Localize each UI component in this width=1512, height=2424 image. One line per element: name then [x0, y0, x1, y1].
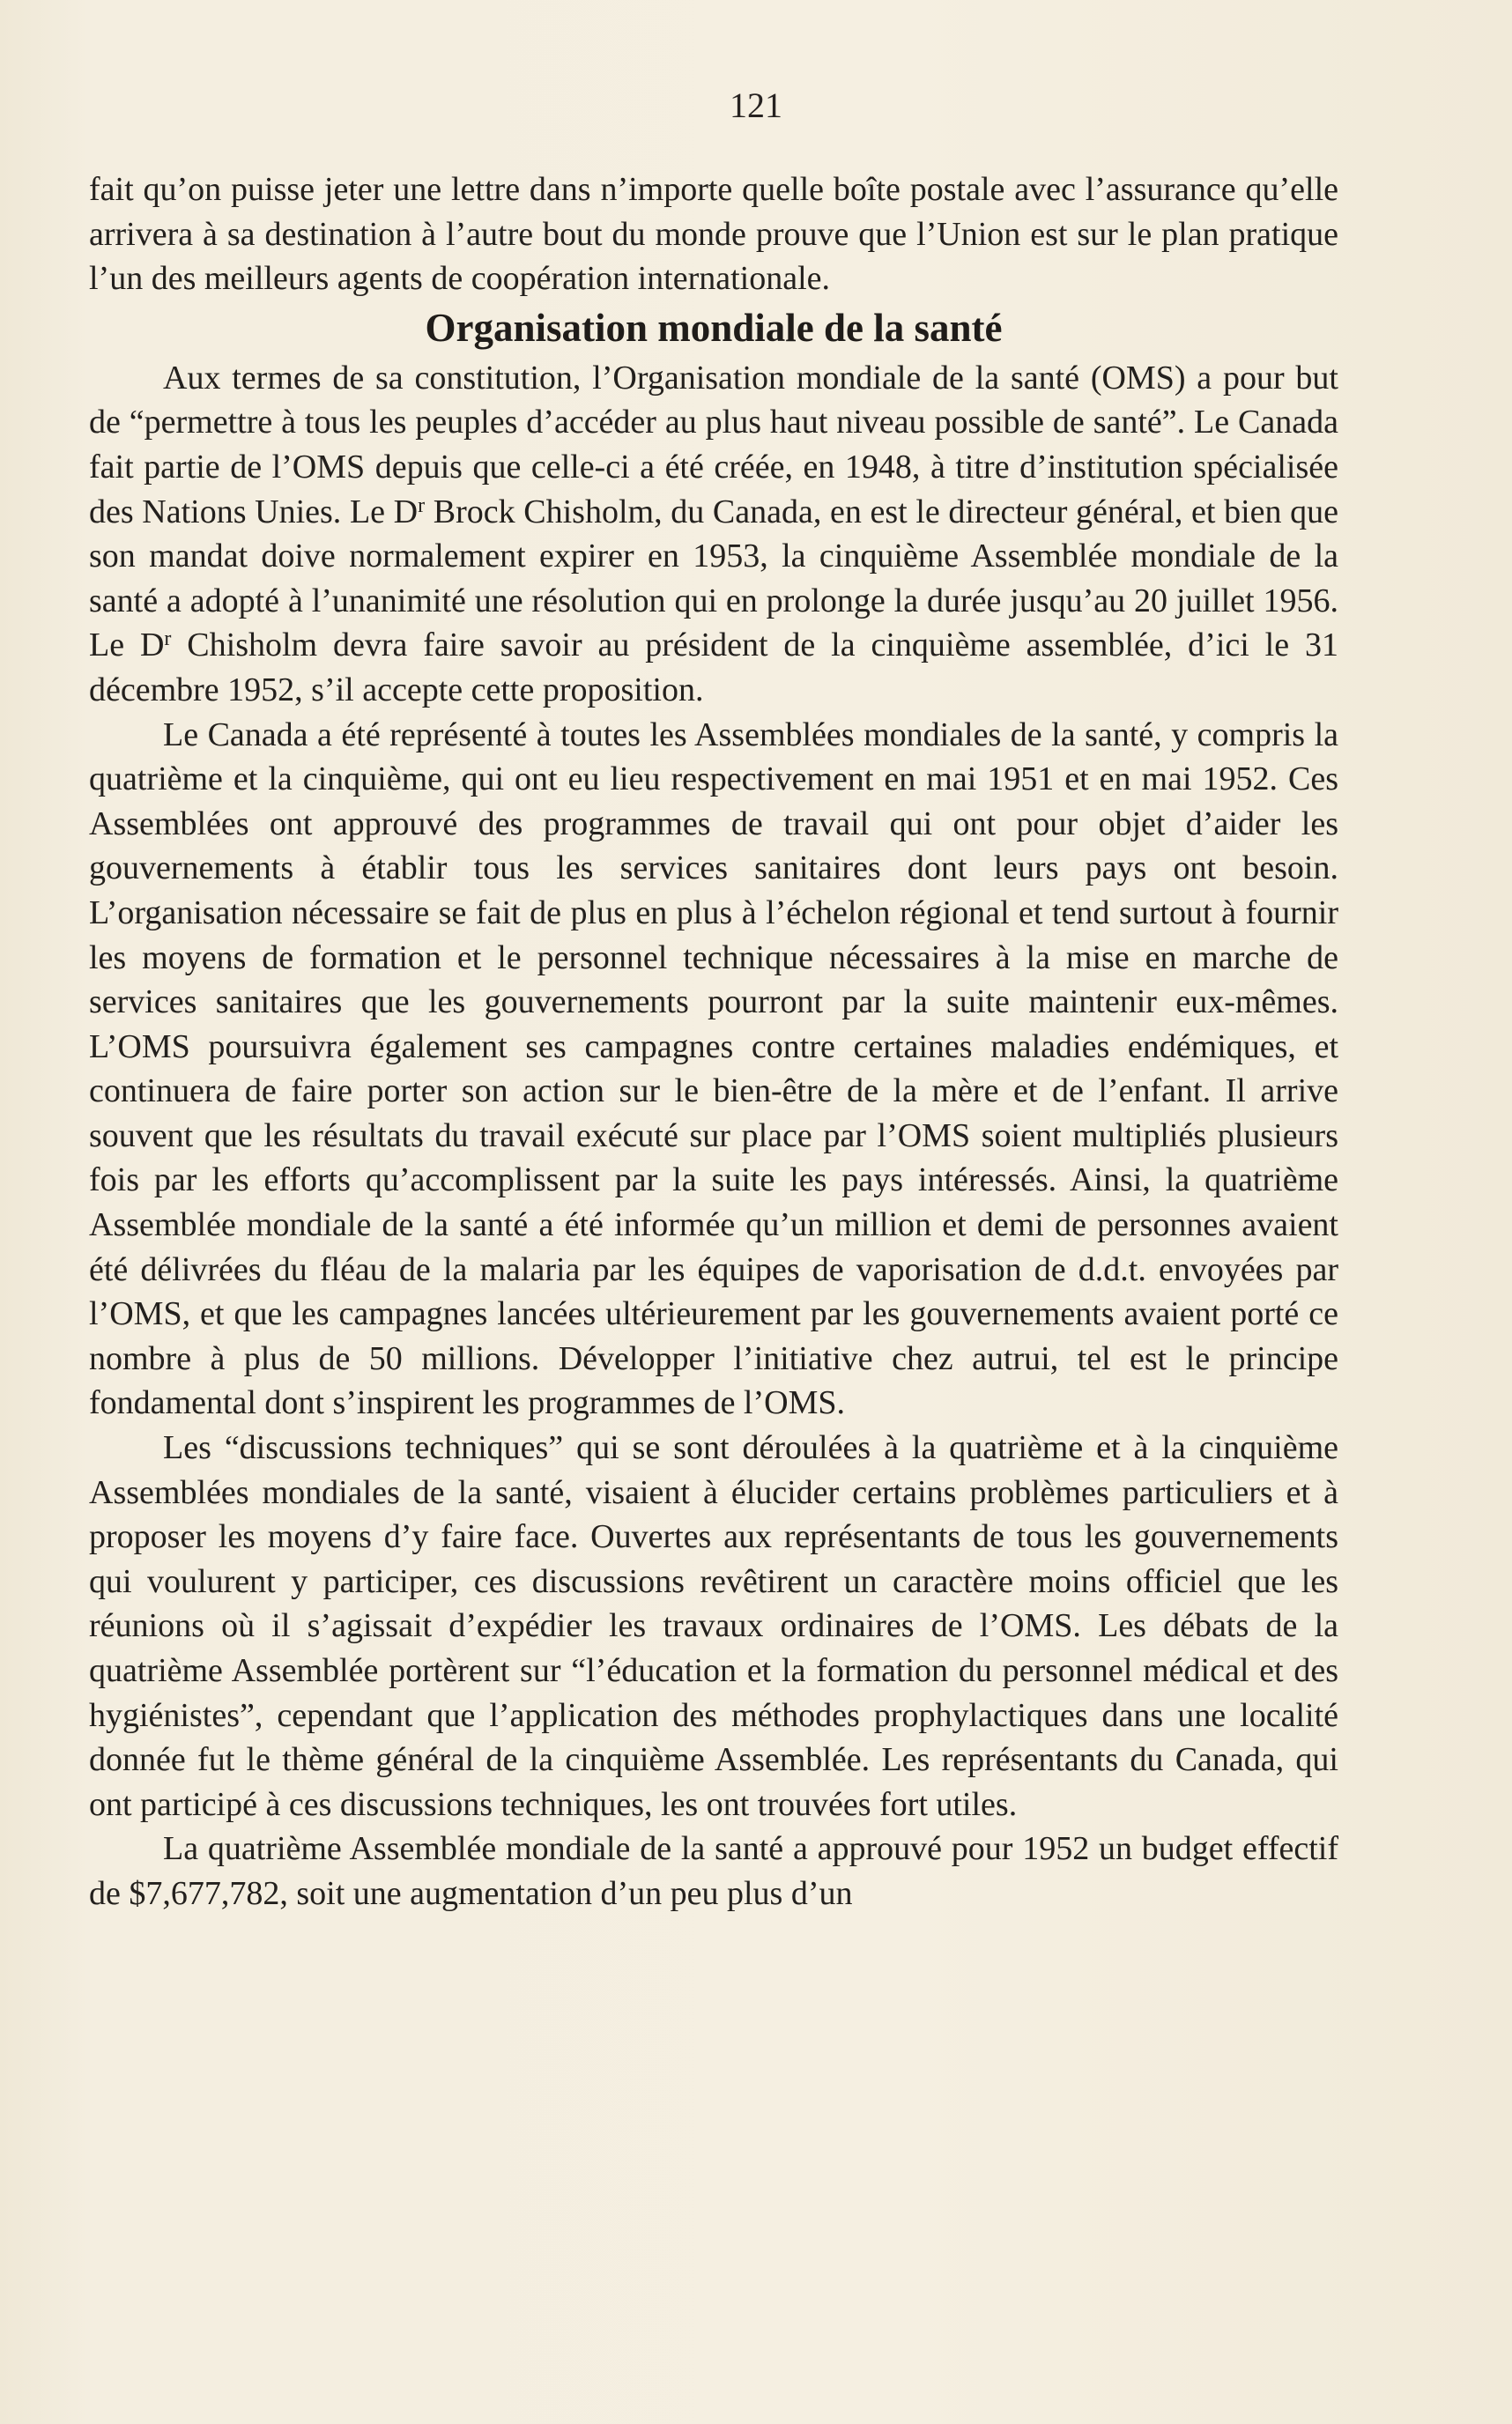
- section-heading: Organisation mondiale de la santé: [425, 305, 1003, 350]
- body-text: [89, 167, 1338, 1916]
- paragraph-budget: La quatrième Assemblée mondiale de la santé a approuvé pour 1952 un budget effectif de $7,677,782, soit une augmentation d’un peu plus d’un: [89, 1830, 1338, 1912]
- page-number: 121: [730, 85, 782, 125]
- paragraph-constitution-text-2: Brock Chisholm, du Canada, en est le directeur général, et bien que son mandat doive normalement expirer en 1953, la cinquième Assemblée mondiale de la santé a adopté à l’unanimité une résolution qui en prolonge la durée jusqu’au 20 juillet 1956. Le D: [89, 493, 1339, 664]
- intro-paragraph: fait qu’on puisse jeter une lettre dans n’importe quelle boîte postale avec l’assurance qu’elle arrivera à sa destination à l’autre bout du monde prouve que l’Union est sur le plan pratique l’un des meilleurs agents de coopération internationale.: [89, 171, 1338, 298]
- paragraph-constitution-text-3: Chisholm devra faire savoir au président de la cinquième assemblée, d’ici le 31 décembre 1952, s’il accepte cette proposition.: [89, 626, 1338, 708]
- paragraph-assemblies: Le Canada a été représenté à toutes les Assemblées mondiales de la santé, y compris la quatrième et la cinquième, qui ont eu lieu respectivement en mai 1951 et en mai 1952. Ces Assemblées ont approuvé des programmes de travail qui ont pour objet d’aider les gouvernements à établir tous les services sanitaires dont leurs pays ont besoin. L’organisation nécessaire se fait de plus en plus à l’échelon régional et tend surtout à fournir les moyens de formation et le personnel technique nécessaires à la mise en marche de services sanitaires que les gouvernements pourront par la suite maintenir eux-mêmes. L’OMS poursuivra également ses campagnes contre certaines maladies endémiques, et continuera de faire porter son action sur le bien-être de la mère et de l’enfant. Il arrive souvent que les résultats du travail exécuté sur place par l’OMS soient multipliés plusieurs fois par les efforts qu’accomplissent par la suite les pays intéressés. Ainsi, la quatrième Assemblée mondiale de la santé a été informée qu’un million et demi de personnes avaient été délivrées du fléau de la malaria par les équipes de vaporisation de d.d.t. envoyées par l’OMS, et que les campagnes lancées ultérieurement par les gouvernements avaient porté ce nombre à plus de 50 millions. Développer l’initiative chez autrui, tel est le principe fondamental dont s’inspirent les programmes de l’OMS.: [89, 715, 1338, 1422]
- paragraph-constitution: [89, 356, 1338, 713]
- paragraph-constitution-text-1: Aux termes de sa constitution, l’Organisation mondiale de la santé (OMS) a pour but de “permettre à tous les peuples d’accéder au plus haut niveau possible de santé”. Le Canada fait partie de l’OMS depuis que celle-ci a été créée, en 1948, à titre d’institution spécialisée des Nations Unies. Le D: [89, 359, 1338, 530]
- superscript-r: r: [418, 493, 426, 517]
- paragraph-technical-discussions: Les “discussions techniques” qui se sont déroulées à la quatrième et à la cinquième Assemblées mondiales de la santé, visaient à élucider certains problèmes particuliers et à proposer les moyens d’y faire face. Ouvertes aux représentants de tous les gouvernements qui voulurent y participer, ces discussions revêtirent un caractère moins officiel que les réunions où il s’agissait d’expédier les travaux ordinaires de l’OMS. Les débats de la quatrième Assemblée portèrent sur “l’éducation et la formation du personnel médical et des hygiénistes”, cependant que l’application des méthodes prophylactiques dans une localité donnée fut le thème général de la cinquième Assemblée. Les représentants du Canada, qui ont participé à ces discussions techniques, les ont trouvées fort utiles.: [89, 1429, 1338, 1823]
- superscript-r: r: [164, 627, 172, 651]
